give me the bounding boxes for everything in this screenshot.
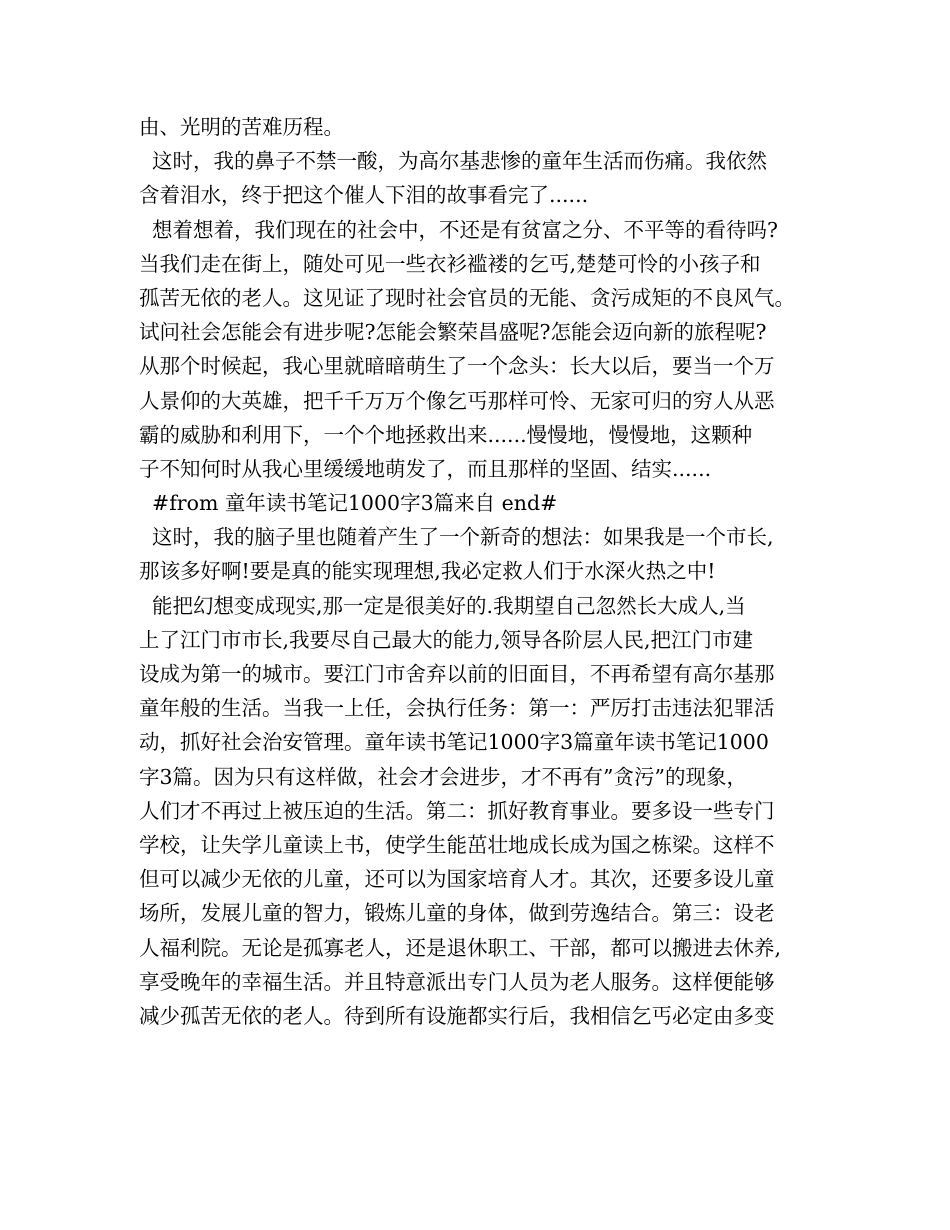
text-line: 能把幻想变成现实,那一定是很美好的.我期望自己忽然长大成人,当	[139, 593, 746, 618]
text-line: 人景仰的大英雄，把千千万万个像乞丐那样可怜、无家可归的穷人从恶	[139, 388, 775, 413]
text-line: 享受晚年的幸福生活。并且特意派出专门人员为老人服务。这样便能够	[139, 969, 775, 994]
text-line: 那该多好啊!要是真的能实现理想,我必定救人们于水深火热之中!	[139, 559, 716, 584]
source-marker-line: #from 童年读书笔记1000字3篇来自 end#	[139, 491, 558, 516]
text-line: 由、光明的苦难历程。	[139, 115, 344, 139]
text-line: 霸的威胁和利用下，一个个地拯救出来......慢慢地，慢慢地，这颗种	[139, 422, 753, 447]
text-line: 场所，发展儿童的智力，锻炼儿童的身体，做到劳逸结合。第三：设老	[139, 901, 775, 926]
text-line: 动，抓好社会治安管理。童年读书笔记1000字3篇童年读书笔记1000	[139, 730, 769, 755]
text-line: 想着想着，我们现在的社会中，不还是有贫富之分、不平等的看待吗?	[139, 217, 779, 242]
text-line: 孤苦无依的老人。这见证了现时社会官员的无能、贪污成矩的不良风气。	[139, 285, 795, 310]
text-line: 字3篇。因为只有这样做，社会才会进步，才不再有”贪污”的现象，	[139, 764, 748, 789]
text-line: 上了江门市市长,我要尽自己最大的能力,领导各阶层人民,把江门市建	[139, 627, 754, 652]
text-line: 子不知何时从我心里缓缓地萌发了，而且那样的坚固、结实......	[139, 456, 712, 481]
text-line: 减少孤苦无依的老人。待到所有设施都实行后，我相信乞丐必定由多变	[139, 1003, 775, 1028]
text-line: 学校，让失学儿童读上书，使学生能茁壮地成长成为国之栋梁。这样不	[139, 832, 775, 857]
text-line: 但可以减少无依的儿童，还可以为国家培育人才。其次，还要多设儿童	[139, 867, 775, 892]
text-line: 人们才不再过上被压迫的生活。第二：抓好教育事业。要多设一些专门	[139, 798, 775, 823]
body-text	[139, 110, 839, 1033]
text-line: 设成为第一的城市。要江门市舍弃以前的旧面目，不再希望有高尔基那	[139, 662, 775, 686]
text-line: 当我们走在街上，随处可见一些衣衫褴褛的乞丐,楚楚可怜的小孩子和	[139, 251, 761, 276]
text-line: 这时，我的脑子里也随着产生了一个新奇的想法：如果我是一个市长,	[139, 525, 774, 550]
text-line: 童年般的生活。当我一上任，会执行任务：第一：严厉打击违法犯罪活	[139, 696, 775, 721]
text-line: 从那个时候起，我心里就暗暗萌生了一个念头：长大以后，要当一个万	[139, 354, 775, 379]
text-line: 这时，我的鼻子不禁一酸，为高尔基悲惨的童年生活而伤痛。我依然	[139, 149, 768, 174]
text-line: 含着泪水，终于把这个催人下泪的故事看完了......	[139, 183, 589, 208]
text-line: 试问社会怎能会有进步呢?怎能会繁荣昌盛呢?怎能会迈向新的旅程呢?	[139, 320, 767, 345]
text-line: 人福利院。无论是孤寡老人，还是退休职工、干部，都可以搬进去休养,	[139, 935, 782, 960]
